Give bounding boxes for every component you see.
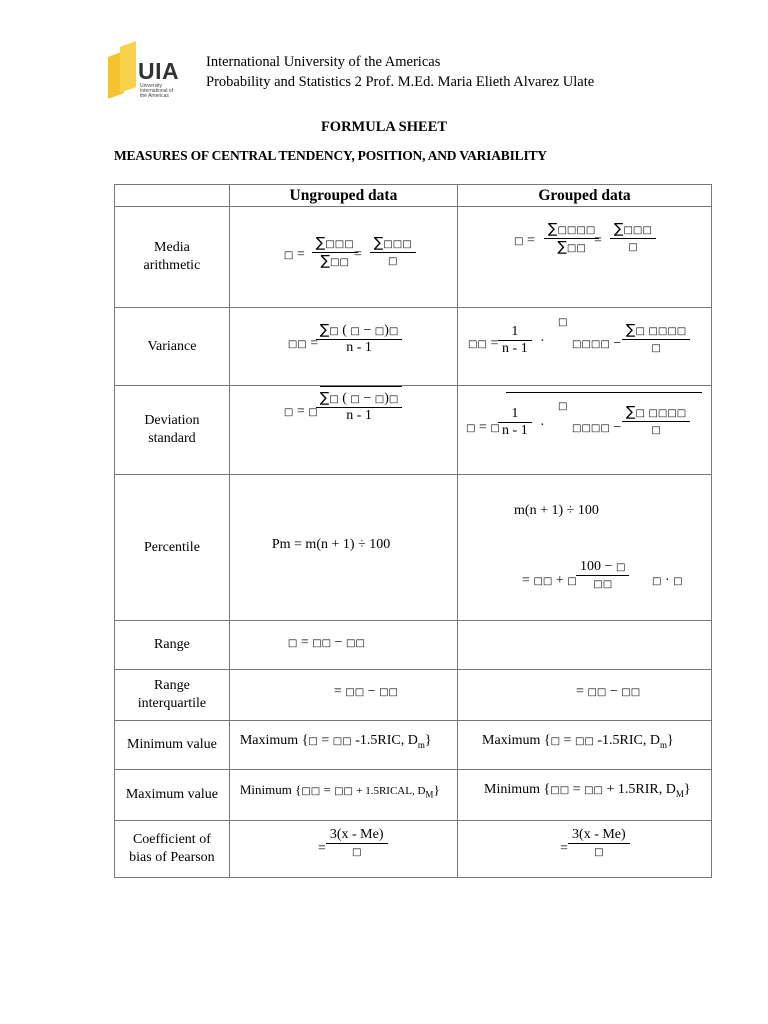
formula-mean-grouped: □ = $\frac{\sum□□□□}{\sum□□}$ = $\frac{\sum□□□}{□}$ bbox=[458, 207, 712, 308]
row-label-mean: Media arithmetic bbox=[115, 207, 230, 308]
formula-pearson-grouped: = $\frac{3(x - Me)}{□}$ bbox=[458, 821, 712, 878]
uia-logo bbox=[106, 44, 198, 102]
row-label-range: Range bbox=[115, 621, 230, 670]
formula-max-grouped: Minimum {□□ = □□ + 1.5RIR, $D_M$} bbox=[458, 770, 712, 821]
logo-subtext: University International of the Americas bbox=[140, 83, 174, 99]
row-label-deviation: Deviation standard bbox=[115, 386, 230, 475]
section-subtitle: MEASURES OF CENTRAL TENDENCY, POSITION, AND VARIABILITY bbox=[114, 148, 547, 163]
header-line1: International University of the Americas bbox=[206, 54, 441, 70]
col-ungrouped-header: Ungrouped data bbox=[229, 185, 457, 207]
formula-min-grouped: Maximum {□ = □□ -1.5RIC, $D_m$} bbox=[458, 721, 712, 770]
formula-range-grouped bbox=[458, 621, 712, 670]
formula-pearson-ungrouped: = $\frac{3(x - Me)}{□}$ bbox=[229, 821, 457, 878]
formula-deviation-ungrouped: □ = □ $\frac{\sum□ ( □ - □)□}{n - 1}$ bbox=[229, 386, 457, 475]
formula-deviation-grouped: □ = □ $\frac{1}{n - 1}$ · □ □□□□ − $\frac{\sum□ □□□□}{□}$ bbox=[458, 386, 712, 475]
formula-mean-ungrouped: □ = $\frac{\sum□□□}{\sum□□}$ = $\frac{\sum□□□}{□}$ bbox=[229, 207, 457, 308]
formula-variance-grouped: □□ = $\frac{1}{n - 1}$ · □ □□□□ − $\frac{\sum□ □□□□}{□}$ bbox=[458, 308, 712, 386]
header-line2: Probability and Statistics 2 Prof. M.Ed. Maria Elieth Alvarez Ulate bbox=[206, 74, 595, 90]
formula-percentile-ungrouped: Pm = m(n + 1) ÷ 100 bbox=[229, 475, 457, 621]
formula-min-ungrouped: Maximum {□ = □□ -1.5RIC, $D_m$} bbox=[229, 721, 457, 770]
header bbox=[106, 44, 666, 104]
logo-text: UIA bbox=[138, 58, 180, 84]
formula-max-ungrouped: Minimum {□□ = □□ + 1.5RICAL, $D_M$} bbox=[229, 770, 457, 821]
formula-range-ungrouped: □ = □□ − □□ bbox=[229, 621, 457, 670]
row-label-variance: Variance bbox=[115, 308, 230, 386]
col-grouped-header: Grouped data bbox=[458, 185, 712, 207]
formula-iqr-grouped: = □□ − □□ bbox=[458, 670, 712, 721]
formula-variance-ungrouped: □□ = $\frac{\sum□ ( □ - □)□}{n - 1}$ bbox=[229, 308, 457, 386]
row-label-percentile: Percentile bbox=[115, 475, 230, 621]
row-label-max: Maximum value bbox=[115, 770, 230, 821]
formula-table bbox=[114, 184, 712, 878]
row-label-min: Minimum value bbox=[115, 721, 230, 770]
row-label-iqr: Range interquartile bbox=[115, 670, 230, 721]
header-blank bbox=[115, 185, 230, 207]
page-title: FORMULA SHEET bbox=[320, 119, 448, 135]
formula-percentile-grouped: m(n + 1) ÷ 100 = □□ + □ $\frac{100 - □}{□□}$ □ · □ bbox=[458, 475, 712, 621]
formula-iqr-ungrouped: = □□ − □□ bbox=[229, 670, 457, 721]
row-label-pearson: Coefficient of bias of Pearson bbox=[115, 821, 230, 878]
